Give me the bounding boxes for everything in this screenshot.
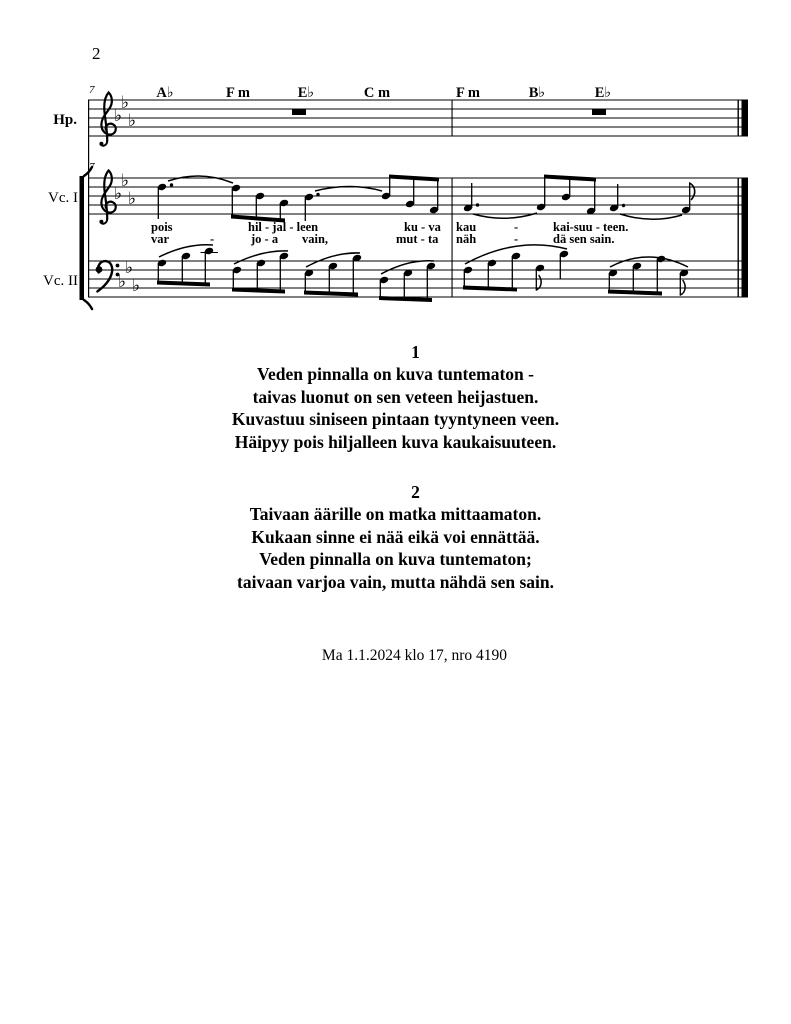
verse-line: taivas luonut on sen veteen heijastuen. bbox=[252, 386, 539, 407]
harp-key-signature bbox=[114, 93, 136, 131]
cello1-staff-lines bbox=[88, 178, 748, 214]
harp-staff-lines bbox=[88, 100, 748, 136]
lyric-syllable: - bbox=[514, 232, 519, 246]
lyric-syllable: mut - ta bbox=[396, 232, 439, 246]
lyric-syllable: ku - va bbox=[404, 220, 441, 234]
lyrics-line-2 bbox=[151, 232, 614, 246]
measure-number-harp: 7 bbox=[89, 84, 95, 96]
staff-label-cello2: Vc. II bbox=[43, 273, 78, 289]
chord-label: F m bbox=[455, 85, 481, 101]
svg-text:♭: ♭ bbox=[114, 184, 123, 204]
staff-label-cello1: Vc. I bbox=[48, 190, 78, 206]
whole-rest-icon bbox=[592, 110, 606, 116]
verse-2 bbox=[0, 481, 791, 593]
lyric-syllable: näh bbox=[456, 232, 477, 246]
lyric-syllable: pois bbox=[151, 220, 173, 234]
lyric-syllable: vain, bbox=[302, 232, 329, 246]
footer-date-line bbox=[0, 647, 791, 665]
svg-text:♭: ♭ bbox=[121, 93, 130, 113]
svg-text:♭: ♭ bbox=[114, 106, 123, 126]
verse-line: taivaan varjoa vain, mutta nähdä sen sain. bbox=[237, 571, 554, 592]
system-start-barline bbox=[88, 100, 89, 297]
cello2-measure1-notes bbox=[157, 245, 436, 302]
lyric-syllable: var bbox=[151, 232, 170, 246]
verse-line: Veden pinnalla on kuva tuntematon - bbox=[257, 364, 534, 385]
verse-1 bbox=[0, 341, 791, 453]
cello1-measure2-notes bbox=[463, 175, 695, 220]
verse-number: 2 bbox=[411, 482, 420, 503]
lyric-syllable: hil - jal - leen bbox=[248, 220, 319, 234]
verse-number: 1 bbox=[411, 342, 420, 362]
chord-label: E♭ bbox=[594, 85, 612, 101]
verse-line: Kuvastuu siniseen pintaan tyyntyneen veen. bbox=[231, 409, 560, 430]
lyric-syllable: kau bbox=[456, 220, 477, 234]
svg-text:♭: ♭ bbox=[121, 171, 130, 191]
verse-text-block bbox=[0, 341, 791, 593]
whole-rest-icon bbox=[292, 110, 306, 116]
cello1-measure1-notes bbox=[157, 175, 439, 223]
cello2-key-signature bbox=[118, 258, 140, 296]
svg-text:♭: ♭ bbox=[128, 111, 137, 131]
chord-label: B♭ bbox=[528, 85, 546, 101]
chord-label: F m bbox=[225, 85, 251, 101]
verse-line: Taivaan äärille on matka mittaamaton. bbox=[249, 504, 542, 525]
measure-number-cello1: 7 bbox=[89, 161, 95, 173]
score-system bbox=[0, 0, 791, 330]
svg-text:♭: ♭ bbox=[118, 272, 127, 292]
svg-text:♭: ♭ bbox=[125, 258, 134, 278]
svg-text:♭: ♭ bbox=[132, 276, 141, 296]
lyric-syllable: - bbox=[514, 220, 519, 234]
page-number: 2 bbox=[92, 44, 101, 63]
chord-label: C m bbox=[363, 85, 391, 101]
verse-line: Kukaan sinne ei nää eikä voi ennättää. bbox=[251, 526, 540, 547]
lyric-syllable: dä sen sain. bbox=[553, 232, 615, 246]
staff-label-harp: Hp. bbox=[53, 112, 77, 128]
svg-text:♭: ♭ bbox=[128, 189, 137, 209]
harp-mid-barline bbox=[452, 100, 453, 136]
lyric-syllable: jo - a bbox=[251, 232, 279, 246]
chord-label: A♭ bbox=[156, 85, 174, 101]
lyric-syllable: kai-suu - teen. bbox=[553, 220, 629, 234]
cello-mid-barline bbox=[452, 178, 453, 297]
lyric-syllable: - bbox=[210, 232, 215, 246]
chord-symbols bbox=[156, 85, 611, 101]
verse-line: Veden pinnalla on kuva tuntematon; bbox=[259, 549, 532, 570]
footer-text: Ma 1.1.2024 klo 17, nro 4190 bbox=[321, 647, 508, 664]
chord-label: E♭ bbox=[297, 85, 315, 101]
verse-line: Häipyy pois hiljalleen kuva kaukaisuuteen. bbox=[234, 431, 557, 452]
cello2-bass-clef-icon bbox=[96, 261, 120, 291]
cello1-key-signature bbox=[114, 171, 136, 209]
